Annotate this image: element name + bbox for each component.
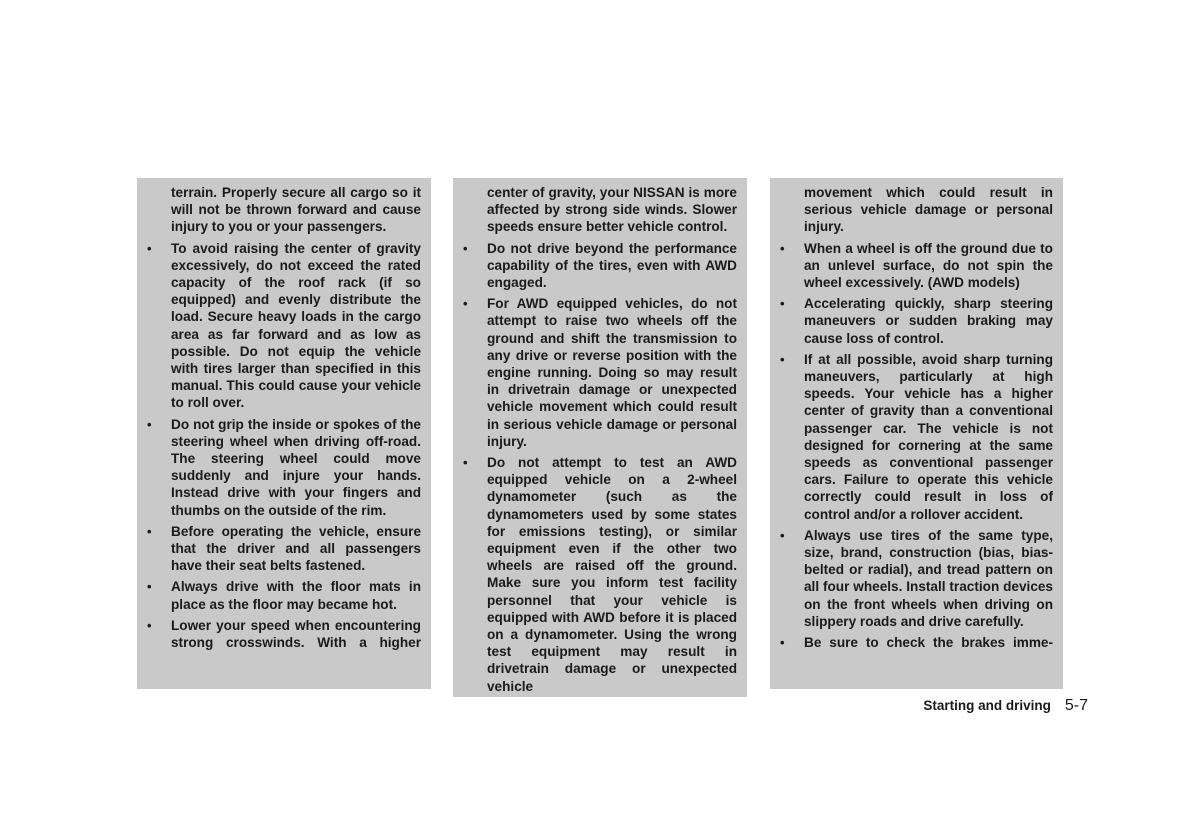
bullet-item: • Accelerating quickly, sharp steering maneuvers or sudden braking may cause loss of control. <box>804 295 1053 347</box>
text-column-3 <box>770 178 1063 689</box>
text-column-1 <box>137 178 431 689</box>
bullet-item: • To avoid raising the center of gravity excessively, do not exceed the rated capacity of the roof rack (if so equipped) and evenly distribute the load. Secure heavy loads in the cargo area as far forward and as low as possible. Do not equip the vehicle with tires larger than specified in this manual. This could cause your vehicle to roll over. <box>171 240 421 412</box>
bullet-item: • Before operating the vehicle, ensure that the driver and all passengers have their seat belts fastened. <box>171 523 421 575</box>
bullet-item: • Always drive with the floor mats in place as the floor may became hot. <box>171 578 421 612</box>
text-column-2 <box>453 178 747 697</box>
bullet-item: • Be sure to check the brakes imme- <box>804 634 1053 651</box>
bullet-item: • Lower your speed when encountering strong crosswinds. With a higher <box>171 617 421 651</box>
bullet-item: • Always use tires of the same type, size, brand, construction (bias, bias-belted or radial), and tread pattern on all four wheels. Install traction devices on the front wheels when driving on slippery roads and drive carefully. <box>804 527 1053 630</box>
paragraph: movement which could result in serious vehicle damage or personal injury. <box>804 185 1053 235</box>
paragraph: center of gravity, your NISSAN is more affected by strong side winds. Slower speeds ensure better vehicle control. <box>487 185 737 235</box>
section-title: Starting and driving <box>923 698 1051 713</box>
bullet-item: • Do not drive beyond the performance capability of the tires, even with AWD engaged. <box>487 240 737 292</box>
page-footer <box>923 697 1088 715</box>
bullet-item: • If at all possible, avoid sharp turning maneuvers, particularly at high speeds. Your vehicle has a higher center of gravity than a conventional passenger car. The vehicle is not designed for cornering at the same speeds as conventional passenger cars. Failure to operate this vehicle correctly could result in loss of control and/or a rollover accident. <box>804 351 1053 523</box>
page-number: 5-7 <box>1064 697 1088 714</box>
paragraph: terrain. Properly secure all cargo so it will not be thrown forward and cause injury to you or your passengers. <box>171 185 421 235</box>
bullet-item: • When a wheel is off the ground due to an unlevel surface, do not spin the wheel excessively. (AWD models) <box>804 240 1053 292</box>
bullet-item: • Do not attempt to test an AWD equipped vehicle on a 2-wheel dynamometer (such as the dynamometers used by some states for emissions testing), or similar equipment even if the other two wheels are raised off the ground. Make sure you inform test facility personnel that your vehicle is equipped with AWD before it is placed on a dynamometer. Using the wrong test equipment may result in drivetrain damage or unexpected vehicle <box>487 454 737 695</box>
bullet-item: • For AWD equipped vehicles, do not attempt to raise two wheels off the ground and shift the transmission to any drive or reverse position with the engine running. Doing so may result in drivetrain damage or unexpected vehicle movement which could result in serious vehicle damage or personal injury. <box>487 295 737 450</box>
bullet-item: • Do not grip the inside or spokes of the steering wheel when driving off-road. The steering wheel could move suddenly and injure your hands. Instead drive with your fingers and thumbs on the outside of the rim. <box>171 416 421 519</box>
